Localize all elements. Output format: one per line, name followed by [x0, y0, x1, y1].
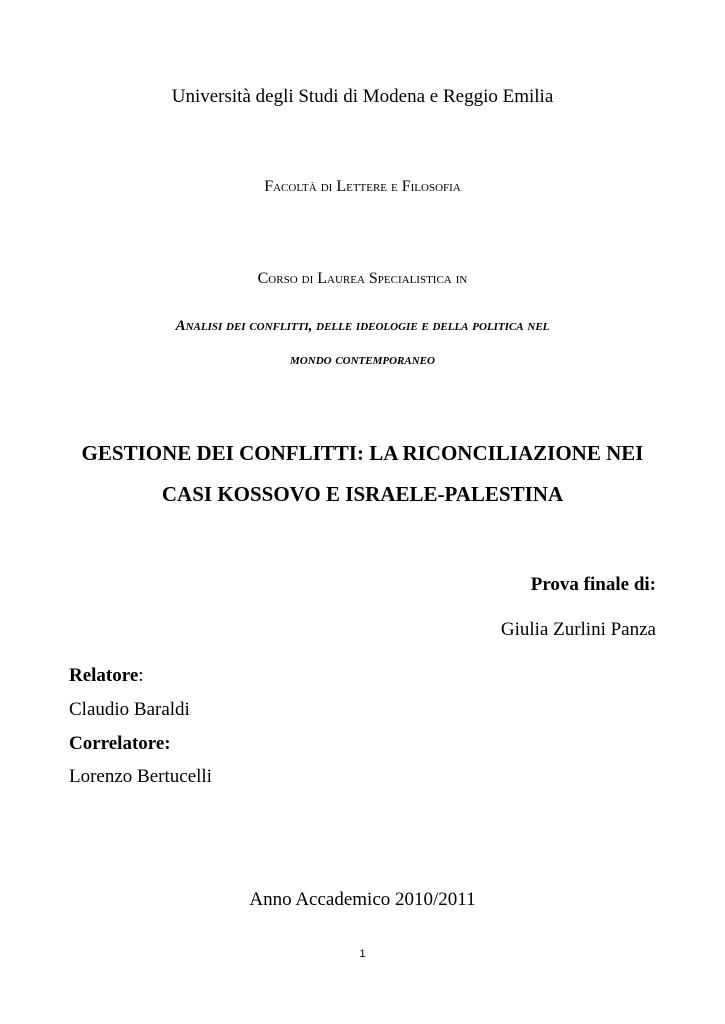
relatore-label-line — [69, 665, 144, 687]
page-number: 1 — [359, 948, 366, 960]
relatore-name: Claudio Baraldi — [69, 699, 190, 720]
university-name: Università degli Studi di Modena e Reggio Emilia — [171, 86, 554, 107]
faculty-name: Facoltà di Lettere e Filosofia — [264, 178, 461, 195]
thesis-title-line1: GESTIONE DEI CONFLITTI: LA RICONCILIAZIONE NEI — [81, 441, 644, 465]
academic-year: Anno Accademico 2010/2011 — [249, 889, 476, 910]
program-name-line2: mondo contemporaneo — [290, 352, 435, 368]
relatore-colon: : — [138, 665, 144, 686]
relatore-label: Relatore — [69, 665, 139, 686]
thesis-title-line2: CASI KOSSOVO E ISRAELE-PALESTINA — [161, 482, 564, 506]
program-name-line1: Analisi dei conflitti, delle ideologie e della politica nel — [175, 318, 550, 334]
author-name: Giulia Zurlini Panza — [500, 619, 656, 640]
correlatore-name: Lorenzo Bertucelli — [69, 766, 212, 787]
course-name: Corso di Laurea Specialistica in — [257, 270, 468, 287]
author-label: Prova finale di: — [530, 574, 656, 595]
correlatore-label: Correlatore: — [69, 733, 171, 754]
